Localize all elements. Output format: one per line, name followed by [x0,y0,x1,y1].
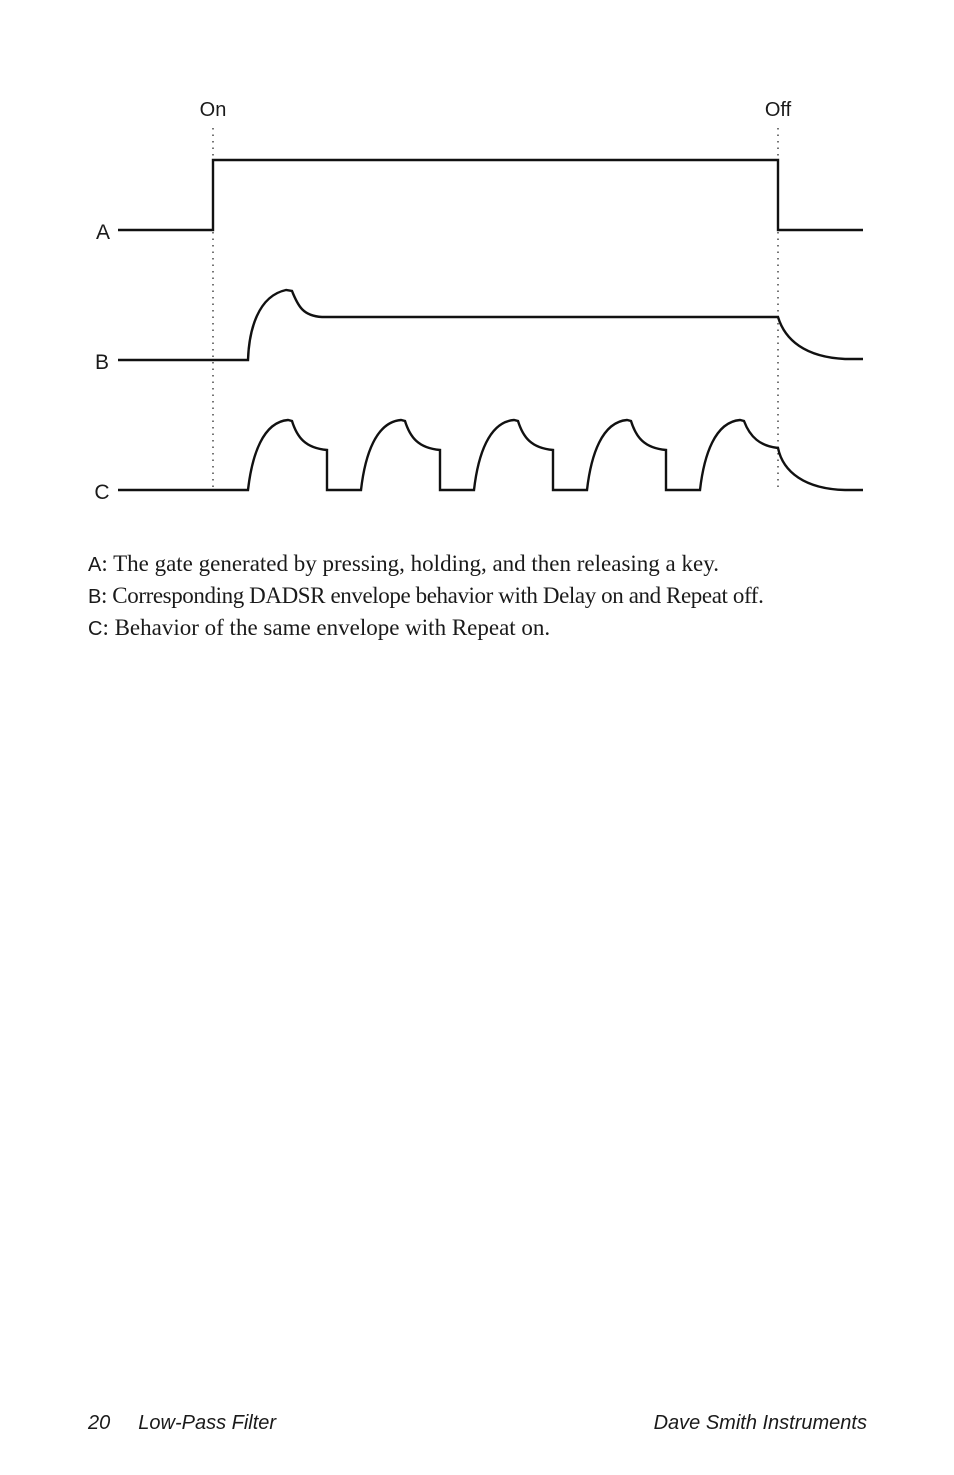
caption-c [88,615,550,641]
caption-c-key: C [88,618,103,640]
caption-b-text: : Corresponding DADSR envelope behavior with Delay on and Repeat off. [100,583,764,608]
caption-a-text: : The gate generated by pressing, holding, and then releasing a key. [101,551,719,576]
gate-waveform [118,160,863,230]
row-b-label: B [94,351,110,374]
envelope-waveform-repeat-on [118,420,863,490]
caption-a-key: A [88,554,102,576]
footer-left [88,1412,276,1435]
caption-b [88,583,763,609]
on-marker-label: On [199,99,227,121]
off-marker-label: Off [764,99,792,121]
company-name: Dave Smith Instruments [653,1412,867,1434]
row-c-label: C [94,481,110,504]
envelope-waveform-repeat-off [118,290,863,360]
caption-a [88,551,719,577]
row-a-label: A [95,221,111,244]
section-title: Low-Pass Filter [138,1412,277,1434]
caption-c-text: : Behavior of the same envelope with Repeat on. [102,615,551,640]
page-number: 20 [88,1412,111,1434]
caption-b-key: B [88,586,101,608]
envelope-timing-diagram [0,0,954,520]
